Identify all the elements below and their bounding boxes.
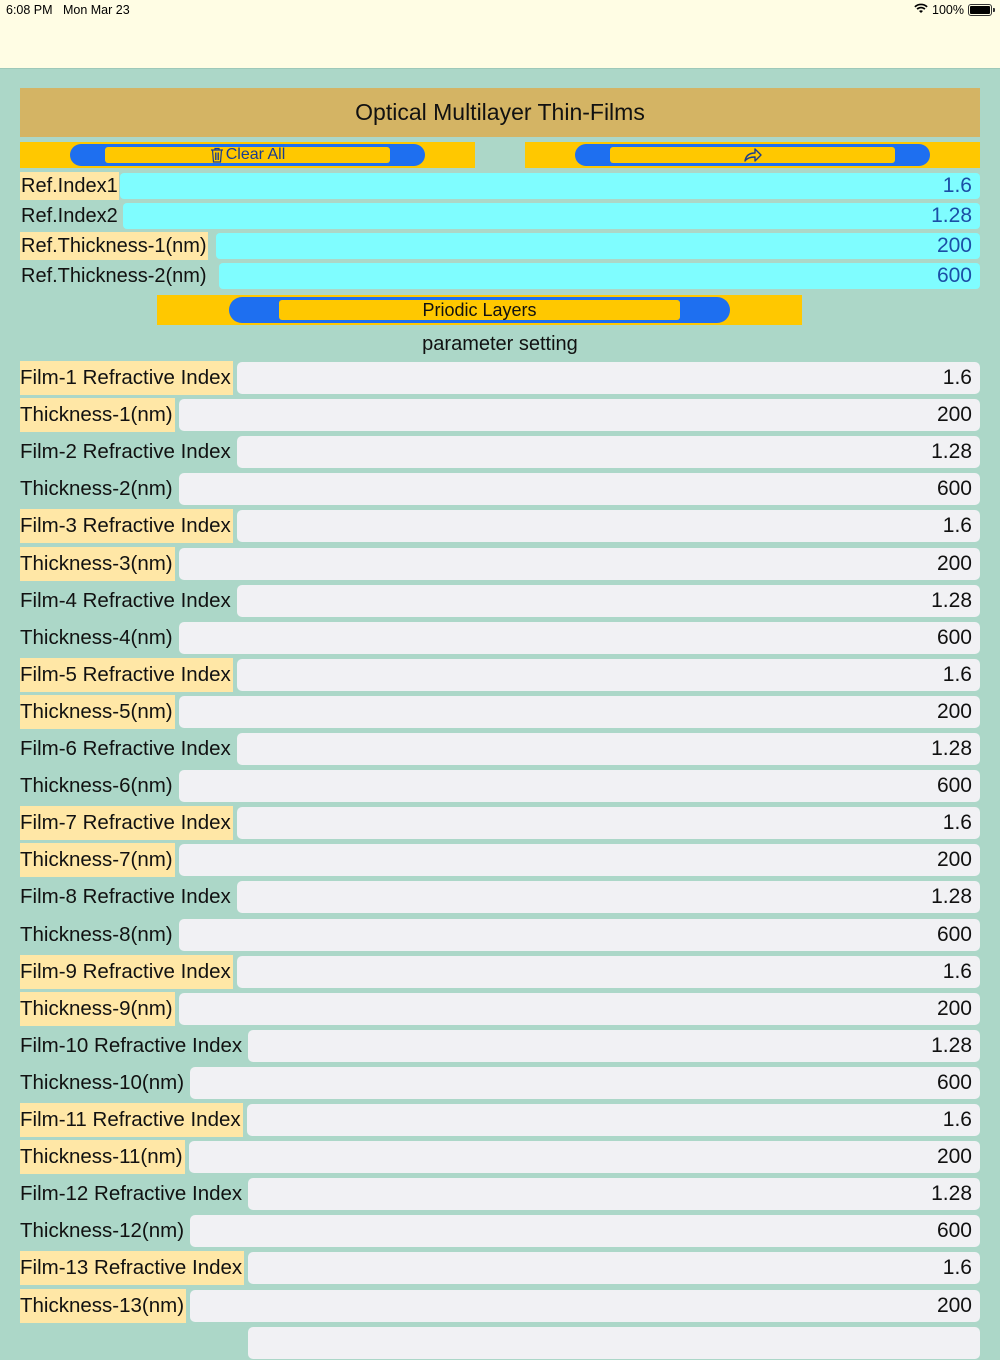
- film-value-input[interactable]: 1.6: [237, 659, 980, 691]
- wifi-icon: [914, 3, 928, 17]
- film-label: Film-8 Refractive Index: [20, 885, 231, 909]
- ref-label: Ref.Index2: [21, 205, 118, 227]
- film-row: [20, 361, 980, 395]
- film-value-input[interactable]: 600: [179, 919, 980, 951]
- battery-percent: 100%: [932, 3, 964, 17]
- status-time: [6, 3, 130, 17]
- film-value-input[interactable]: 1.6: [247, 1104, 980, 1136]
- film-row: [20, 398, 980, 432]
- ref-row: [20, 262, 980, 290]
- film-value-input[interactable]: 600: [179, 770, 980, 802]
- ref-value-input[interactable]: 1.6: [120, 173, 980, 199]
- film-row: [20, 1140, 980, 1174]
- film-value-input[interactable]: 1.6: [248, 1252, 980, 1284]
- film-label: Thickness-10(nm): [20, 1070, 185, 1094]
- ref-label: Ref.Thickness-2(nm): [21, 265, 207, 287]
- film-row: [20, 509, 980, 543]
- share-button[interactable]: [610, 147, 895, 163]
- film-label: Film-10 Refractive Index: [20, 1033, 243, 1057]
- status-date-text: Mon Mar 23: [62, 3, 130, 17]
- ref-label: Ref.Thickness-1(nm): [20, 232, 208, 260]
- film-value-input[interactable]: 600: [179, 622, 980, 654]
- film-label: Thickness-9(nm): [20, 992, 175, 1026]
- film-value-input[interactable]: 600: [190, 1067, 980, 1099]
- film-value-input[interactable]: 1.28: [237, 436, 980, 468]
- film-label: Thickness-8(nm): [20, 922, 173, 946]
- film-row: [20, 584, 980, 618]
- trash-icon: [210, 147, 224, 163]
- film-label: Film-11 Refractive Index: [20, 1103, 243, 1137]
- film-label: Film-6 Refractive Index: [20, 737, 231, 760]
- ref-value-input[interactable]: 600: [219, 263, 980, 289]
- film-value-input[interactable]: 200: [179, 993, 980, 1025]
- ref-label: Ref.Index1: [20, 172, 119, 200]
- film-row: [20, 1029, 980, 1063]
- film-label: Thickness-1(nm): [20, 398, 175, 432]
- film-row: [20, 1177, 980, 1211]
- film-row: [20, 658, 980, 692]
- film-label: Film-13 Refractive Index: [20, 1251, 244, 1285]
- film-row: [20, 843, 980, 877]
- film-value-input[interactable]: 600: [190, 1215, 980, 1247]
- status-right: [914, 3, 992, 17]
- film-label: Film-2 Refractive Index: [20, 440, 231, 464]
- app-title: Optical Multilayer Thin-Films: [20, 88, 980, 137]
- film-label: Film-3 Refractive Index: [20, 509, 233, 543]
- film-value-input[interactable]: 200: [190, 1290, 980, 1322]
- film-value-input[interactable]: 200: [179, 696, 980, 728]
- battery-icon: [968, 4, 992, 16]
- film-value-input[interactable]: 1.28: [248, 1030, 980, 1062]
- film-row: [20, 806, 980, 840]
- film-row: [20, 695, 980, 729]
- periodic-bar: [157, 295, 802, 325]
- parameter-setting-title: parameter setting: [422, 333, 578, 355]
- film-row: [20, 1251, 980, 1285]
- film-label: Thickness-7(nm): [20, 843, 175, 877]
- film-label: Film-7 Refractive Index: [20, 806, 233, 840]
- film-value-input[interactable]: 200: [189, 1141, 980, 1173]
- film-label: Thickness-2(nm): [20, 477, 173, 501]
- film-label: Thickness-4(nm): [20, 625, 173, 649]
- film-row: [20, 1214, 980, 1248]
- film-value-input[interactable]: 1.28: [248, 1178, 980, 1210]
- clear-pill: [70, 144, 425, 166]
- ref-row: [20, 202, 980, 230]
- film-label: Thickness-3(nm): [20, 547, 175, 581]
- status-time-text: 6:08 PM: [6, 3, 53, 17]
- clear-all-label: Clear All: [225, 146, 286, 163]
- film-value-input[interactable]: 200: [179, 844, 980, 876]
- film-row: [20, 1289, 980, 1323]
- ref-row: [20, 232, 980, 260]
- film-label: Thickness-6(nm): [20, 774, 173, 798]
- film-value-input[interactable]: 1.6: [237, 510, 980, 542]
- ref-row: [20, 172, 980, 200]
- film-value-input[interactable]: 1.6: [237, 956, 980, 988]
- film-row: [20, 621, 980, 655]
- periodic-pill: [229, 297, 730, 323]
- film-label: Film-4 Refractive Index: [20, 588, 231, 612]
- film-row: [20, 547, 980, 581]
- film-value-input-partial[interactable]: [248, 1327, 980, 1359]
- film-row: [20, 1066, 980, 1100]
- share-icon: [743, 147, 763, 163]
- ref-value-input[interactable]: 1.28: [123, 203, 980, 229]
- film-label: Thickness-13(nm): [20, 1289, 186, 1323]
- film-row: [20, 769, 980, 803]
- ref-value-input[interactable]: 200: [216, 233, 980, 259]
- film-row-partial: [20, 1326, 980, 1360]
- film-value-input[interactable]: 1.28: [237, 585, 980, 617]
- clear-bar: [20, 142, 475, 168]
- film-row: [20, 1103, 980, 1137]
- share-pill: [575, 144, 930, 166]
- film-label: Thickness-5(nm): [20, 695, 175, 729]
- film-value-input[interactable]: 1.6: [237, 362, 980, 394]
- film-value-input[interactable]: 200: [179, 399, 980, 431]
- clear-all-button[interactable]: [105, 147, 390, 163]
- film-row: [20, 435, 980, 469]
- film-row: [20, 955, 980, 989]
- film-label: Thickness-11(nm): [20, 1140, 185, 1174]
- film-label: Thickness-12(nm): [20, 1219, 185, 1243]
- film-label: Film-9 Refractive Index: [20, 955, 233, 989]
- film-label: Film-5 Refractive Index: [20, 658, 233, 692]
- periodic-layers-button[interactable]: Priodic Layers: [279, 300, 680, 320]
- film-value-input[interactable]: 1.28: [237, 881, 980, 913]
- film-value-input[interactable]: 1.6: [237, 807, 980, 839]
- status-bar: [0, 0, 1000, 69]
- film-row: [20, 732, 980, 766]
- film-label: Film-1 Refractive Index: [20, 361, 233, 395]
- film-value-input[interactable]: 1.28: [237, 733, 980, 765]
- film-row: [20, 472, 980, 506]
- film-value-input[interactable]: 600: [179, 473, 980, 505]
- film-row: [20, 918, 980, 952]
- film-row: [20, 992, 980, 1026]
- share-bar: [525, 142, 980, 168]
- film-label: Film-12 Refractive Index: [20, 1182, 243, 1206]
- film-row: [20, 880, 980, 914]
- film-value-input[interactable]: 200: [179, 548, 980, 580]
